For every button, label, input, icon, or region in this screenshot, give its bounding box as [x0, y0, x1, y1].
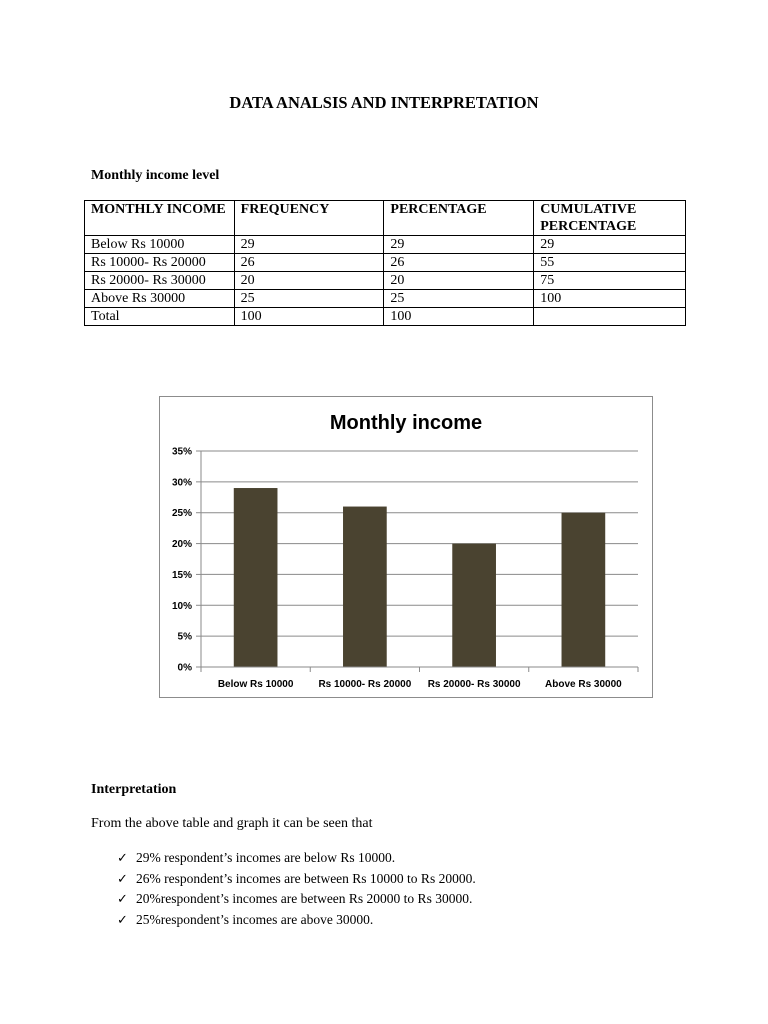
- table-header-row: [85, 201, 686, 236]
- table-cell: 100: [234, 308, 384, 326]
- list-item: [117, 869, 476, 890]
- table-cell: [534, 308, 686, 326]
- table-row-total: [85, 308, 686, 326]
- page-title: DATA ANALSIS AND INTERPRETATION: [229, 93, 539, 112]
- list-item-text: 29% respondent’s incomes are below Rs 10000.: [136, 850, 396, 865]
- interpretation-heading: Interpretation: [91, 782, 177, 797]
- table-cell: 25: [384, 290, 534, 308]
- bar: [562, 513, 606, 667]
- table-cell: Total: [85, 308, 235, 326]
- table-row: [85, 272, 686, 290]
- interpretation-intro: From the above table and graph it can be seen that: [91, 816, 373, 831]
- check-icon: ✓: [117, 891, 128, 906]
- table-cell: 26: [234, 254, 384, 272]
- header-frequency: FREQUENCY: [234, 201, 384, 236]
- y-tick-label: 20%: [171, 539, 192, 551]
- table-cell: 29: [384, 236, 534, 254]
- list-item-text: 20%respondent’s incomes are between Rs 20000 to Rs 30000.: [136, 891, 473, 906]
- table-cell: 29: [234, 236, 384, 254]
- table-cell: 25: [234, 290, 384, 308]
- table-cell: 100: [384, 308, 534, 326]
- table-cell: 100: [534, 290, 686, 308]
- header-cumulative-percentage: CUMULATIVE PERCENTAGE: [534, 201, 686, 236]
- list-item-text: 26% respondent’s incomes are between Rs 10000 to Rs 20000.: [136, 870, 476, 886]
- y-tick-label: 25%: [171, 508, 192, 520]
- table-cell: Above Rs 30000: [85, 290, 235, 308]
- list-item: [117, 889, 476, 910]
- chart-title: Monthly income: [329, 412, 483, 434]
- table-cell: 20: [234, 272, 384, 290]
- interpretation-list: [117, 848, 476, 930]
- bar: [234, 488, 278, 667]
- monthly-income-chart: [159, 396, 653, 698]
- list-item: [117, 848, 476, 869]
- check-icon: ✓: [117, 911, 128, 927]
- bar-chart-svg: [160, 397, 652, 697]
- income-table: [84, 200, 686, 326]
- table-row: [85, 290, 686, 308]
- table-cell: 55: [534, 254, 686, 272]
- table-row: [85, 254, 686, 272]
- list-item-text: 25%respondent’s incomes are above 30000.: [136, 911, 374, 927]
- bar: [343, 507, 387, 667]
- list-item: [117, 910, 476, 931]
- table-cell: Rs 20000- Rs 30000: [85, 272, 235, 290]
- header-monthly-income: MONTHLY INCOME: [85, 201, 235, 236]
- y-tick-label: 5%: [177, 631, 192, 643]
- table-cell: 29: [534, 236, 686, 254]
- y-tick-label: 35%: [171, 446, 192, 458]
- x-tick-label: Below Rs 10000: [217, 679, 294, 690]
- table-cell: Below Rs 10000: [85, 236, 235, 254]
- table-cell: 26: [384, 254, 534, 272]
- y-tick-label: 0%: [177, 662, 192, 674]
- x-tick-label: Rs 20000- Rs 30000: [427, 679, 521, 690]
- x-tick-label: Above Rs 30000: [545, 679, 622, 690]
- y-tick-label: 30%: [171, 477, 192, 489]
- y-tick-label: 10%: [171, 600, 192, 612]
- section-title: Monthly income level: [91, 168, 220, 183]
- table-row: [85, 236, 686, 254]
- y-tick-label: 15%: [171, 569, 192, 581]
- header-percentage: PERCENTAGE: [384, 201, 534, 236]
- bar: [452, 544, 496, 667]
- check-icon: ✓: [117, 850, 128, 865]
- table-cell: 20: [384, 272, 534, 290]
- check-icon: ✓: [117, 870, 128, 886]
- x-tick-label: Rs 10000- Rs 20000: [318, 679, 412, 690]
- table-cell: 75: [534, 272, 686, 290]
- table-cell: Rs 10000- Rs 20000: [85, 254, 235, 272]
